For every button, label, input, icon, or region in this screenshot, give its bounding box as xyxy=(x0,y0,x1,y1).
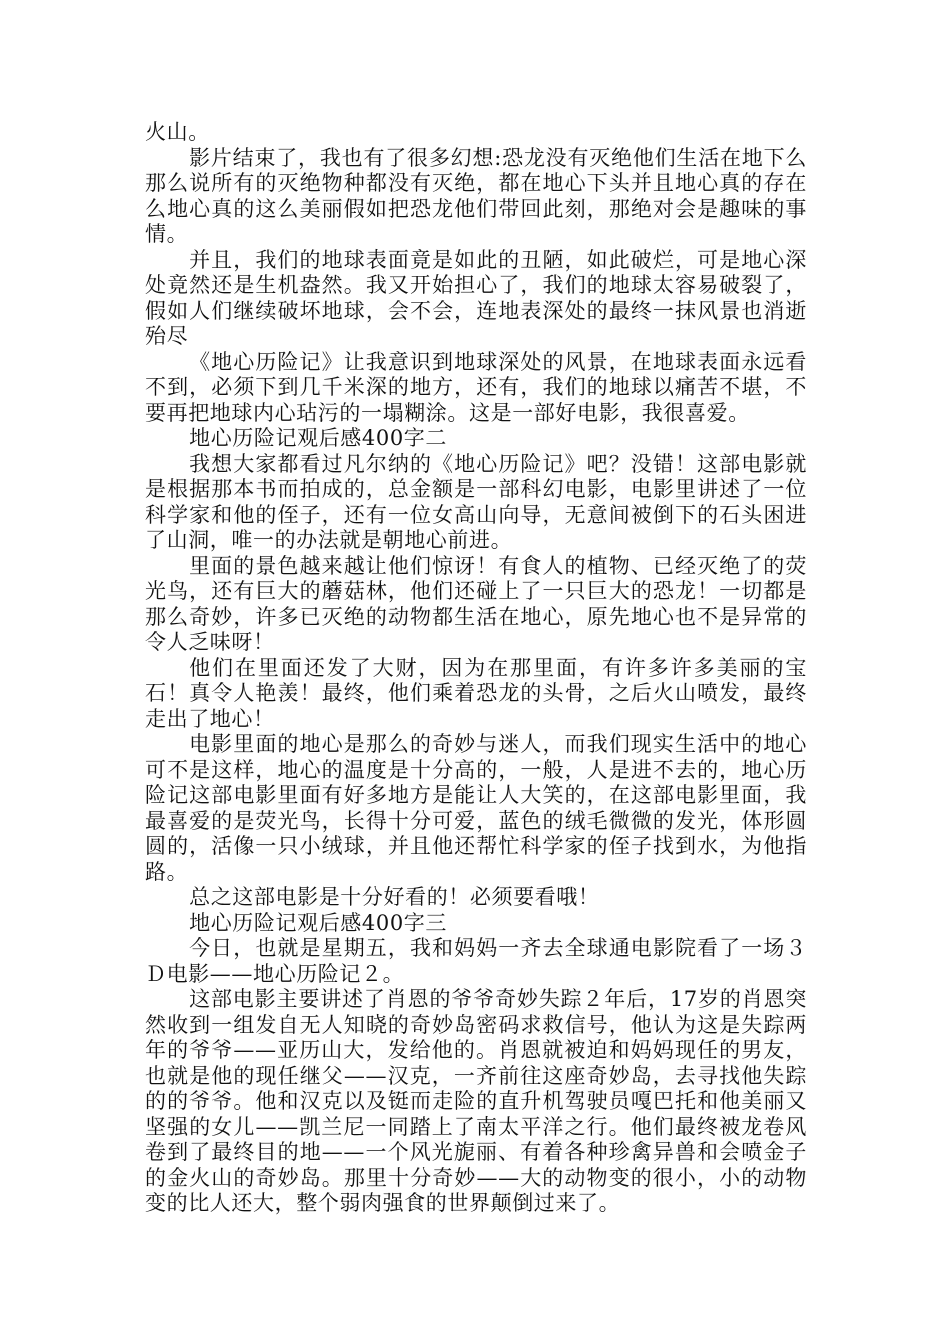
paragraph-2: 影片结束了，我也有了很多幻想:恐龙没有灭绝他们生活在地下么那么说所有的灭绝物种都没有灭绝，都在地心下头并且地心真的存在么地心真的这么美丽假如把恐龙他们带回此刻，那绝对会是趣味的事情。 xyxy=(145,145,807,246)
paragraph-10: 今日，也就是星期五，我和妈妈一齐去全球通电影院看了一场３Ｄ电影——地心历险记２。 xyxy=(145,936,807,986)
paragraph-3: 并且，我们的地球表面竟是如此的丑陋，如此破烂，可是地心深处竟然还是生机盎然。我又开始担心了，我们的地球太容易破裂了，假如人们继续破坏地球，会不会，连地表深处的最终一抹风景也消逝殆尽 xyxy=(145,247,807,348)
paragraph-9: 总之这部电影是十分好看的！必须要看哦！ xyxy=(189,885,600,909)
document-body xyxy=(145,120,807,1217)
paragraph-8: 电影里面的地心是那么的奇妙与迷人，而我们现实生活中的地心可不是这样，地心的温度是十分高的，一般，人是进不去的，地心历险记这部电影里面有好多地方是能让人大笑的，在这部电影里面，我最喜爱的是荧光鸟，长得十分可爱，蓝色的绒毛微微的发光，体形圆圆的，活像一只小绒球，并且他还帮忙科学家的侄子找到水，为他指路。 xyxy=(145,732,807,884)
section-heading-3: 地心历险记观后感400字三 xyxy=(189,910,447,935)
section-heading-2: 地心历险记观后感400字二 xyxy=(189,426,447,450)
paragraph-7: 他们在里面还发了大财，因为在那里面，有许多许多美丽的宝石！真令人艳羡！最终，他们乘着恐龙的头骨，之后火山喷发，最终走出了地心！ xyxy=(145,655,807,731)
paragraph-5: 我想大家都看过凡尔纳的《地心历险记》吧？没错！这部电影就是根据那本书而拍成的，总金额是一部科幻电影，电影里讲述了一位科学家和他的侄子，还有一位女高山向导，无意间被倒下的石头困进了山洞，唯一的办法就是朝地心前进。 xyxy=(145,451,807,552)
paragraph-4: 《地心历险记》让我意识到地球深处的风景，在地球表面永远看不到，必须下到几千米深的地方，还有，我们的地球以痛苦不堪，不要再把地球内心玷污的一塌糊涂。这是一部好电影，我很喜爱。 xyxy=(145,349,807,425)
paragraph-1: 火山。 xyxy=(145,120,210,144)
paragraph-6: 里面的景色越来越让他们惊讶！有食人的植物、已经灭绝了的荧光鸟，还有巨大的蘑菇林，他们还碰上了一只巨大的恐龙！一切都是那么奇妙，许多已灭绝的动物都生活在地心，原先地心也不是异常的令人乏味呀！ xyxy=(145,553,807,654)
paragraph-11: 这部电影主要讲述了肖恩的爷爷奇妙失踪２年后，17岁的肖恩突然收到一组发自无人知晓的奇妙岛密码求救信号，他认为这是失踪两年的爷爷——亚历山大，发给他的。肖恩就被迫和妈妈现任的男友，也就是他的现任继父——汉克，一齐前往这座奇妙岛，去寻找他失踪的的爷爷。他和汉克以及铤而走险的直升机驾驶员嘎巴托和他美丽又坚强的女儿——凯兰尼一同踏上了南太平洋之行。他们最终被龙卷风卷到了最终目的地——一个风光旎丽、有着各种珍禽异兽和会喷金子的金火山的奇妙岛。那里十分奇妙——大的动物变的很小，小的动物变的比人还大，整个弱肉强食的世界颠倒过来了。 xyxy=(145,987,807,1215)
